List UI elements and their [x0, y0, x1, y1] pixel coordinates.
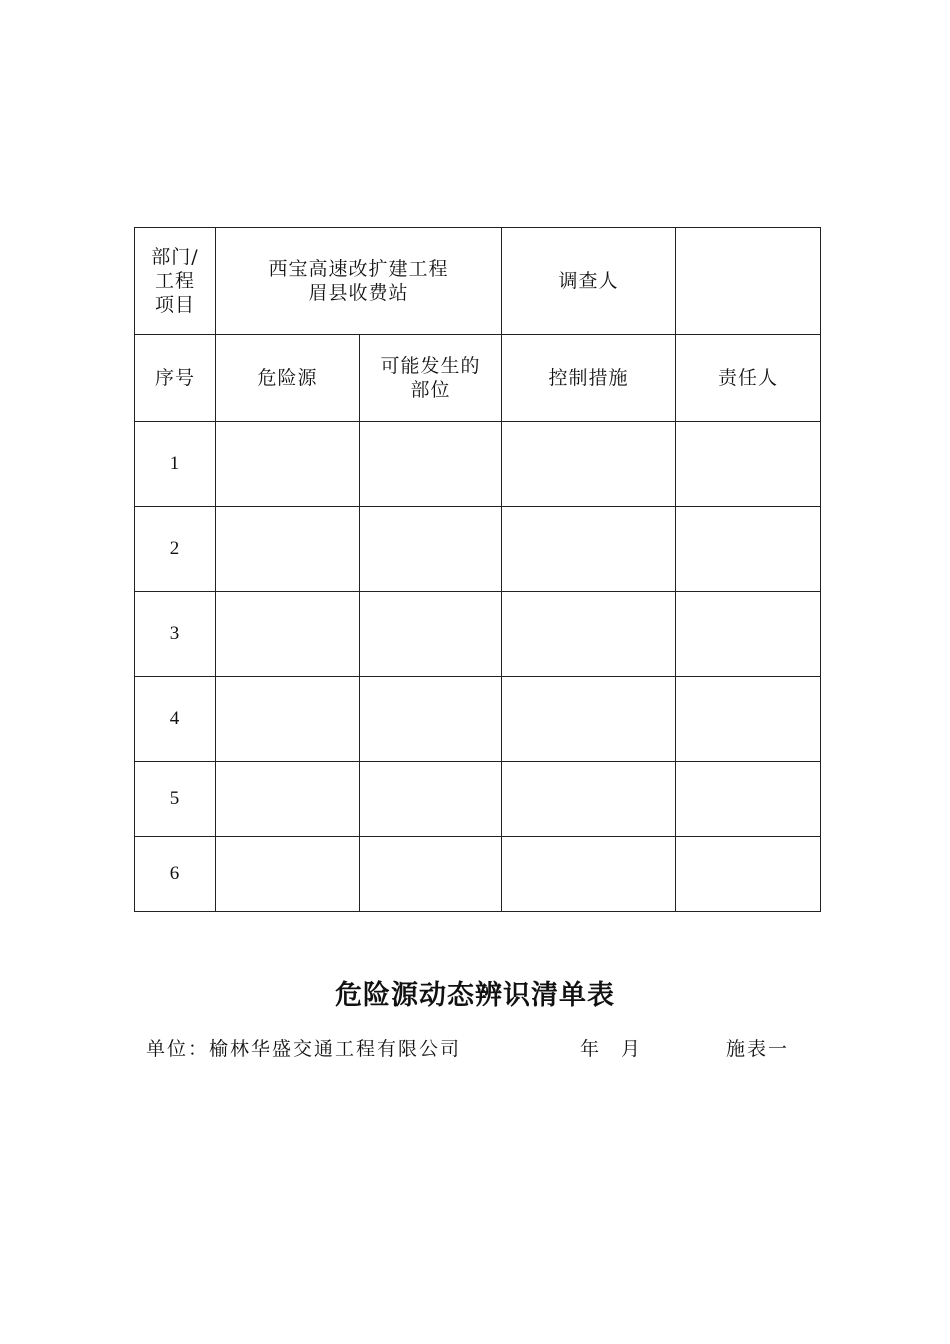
year-label: 年 [580, 1038, 602, 1060]
row-seq-cell: 1 [135, 422, 216, 507]
project-name-line: 眉县收费站 [308, 282, 409, 304]
investigator-label-cell: 调查人 [502, 228, 676, 335]
responsible-cell[interactable] [676, 677, 821, 762]
dept-label-cell [135, 228, 216, 335]
location-cell[interactable] [360, 677, 502, 762]
project-name-line: 西宝高速改扩建工程 [268, 258, 449, 280]
column-header-control: 控制措施 [502, 335, 676, 422]
table-row [135, 507, 821, 592]
column-header-hazard: 危险源 [216, 335, 360, 422]
responsible-cell[interactable] [676, 422, 821, 507]
table-row [135, 592, 821, 677]
table-column-header-row [135, 335, 821, 422]
column-header-location [360, 335, 502, 422]
location-cell[interactable] [360, 762, 502, 837]
table-row [135, 677, 821, 762]
unit-label: 单位：榆林华盛交通工程有限公司 [146, 1038, 462, 1060]
control-cell[interactable] [502, 762, 676, 837]
column-header-seq: 序号 [135, 335, 216, 422]
control-cell[interactable] [502, 507, 676, 592]
row-seq-cell: 4 [135, 677, 216, 762]
location-cell[interactable] [360, 422, 502, 507]
column-header-location-line: 部位 [410, 379, 451, 401]
column-header-responsible: 责任人 [676, 335, 821, 422]
dept-label-line: 工程 [154, 270, 195, 292]
hazard-cell[interactable] [216, 422, 360, 507]
hazard-table [134, 227, 821, 912]
responsible-cell[interactable] [676, 507, 821, 592]
control-cell[interactable] [502, 592, 676, 677]
row-seq-cell: 6 [135, 837, 216, 912]
hazard-cell[interactable] [216, 592, 360, 677]
hazard-cell[interactable] [216, 837, 360, 912]
responsible-cell[interactable] [676, 592, 821, 677]
investigator-value-cell[interactable] [676, 228, 821, 335]
control-cell[interactable] [502, 837, 676, 912]
table-row [135, 762, 821, 837]
month-label: 月 [621, 1038, 643, 1060]
control-cell[interactable] [502, 677, 676, 762]
table-row [135, 837, 821, 912]
hazard-cell[interactable] [216, 762, 360, 837]
table-header-info-row [135, 228, 821, 335]
hazard-cell[interactable] [216, 507, 360, 592]
hazard-cell[interactable] [216, 677, 360, 762]
row-seq-cell: 3 [135, 592, 216, 677]
dept-label-line: 部门/ [151, 246, 199, 268]
control-cell[interactable] [502, 422, 676, 507]
responsible-cell[interactable] [676, 762, 821, 837]
row-seq-cell: 2 [135, 507, 216, 592]
responsible-cell[interactable] [676, 837, 821, 912]
document-title: 危险源动态辨识清单表 [335, 980, 615, 1011]
dept-label-line: 项目 [154, 294, 195, 316]
project-name-cell [216, 228, 502, 335]
row-seq-cell: 5 [135, 762, 216, 837]
table-row [135, 422, 821, 507]
date-field [580, 1034, 642, 1061]
column-header-location-line: 可能发生的 [380, 355, 481, 377]
form-code: 施表一 [726, 1038, 790, 1060]
location-cell[interactable] [360, 592, 502, 677]
location-cell[interactable] [360, 507, 502, 592]
location-cell[interactable] [360, 837, 502, 912]
